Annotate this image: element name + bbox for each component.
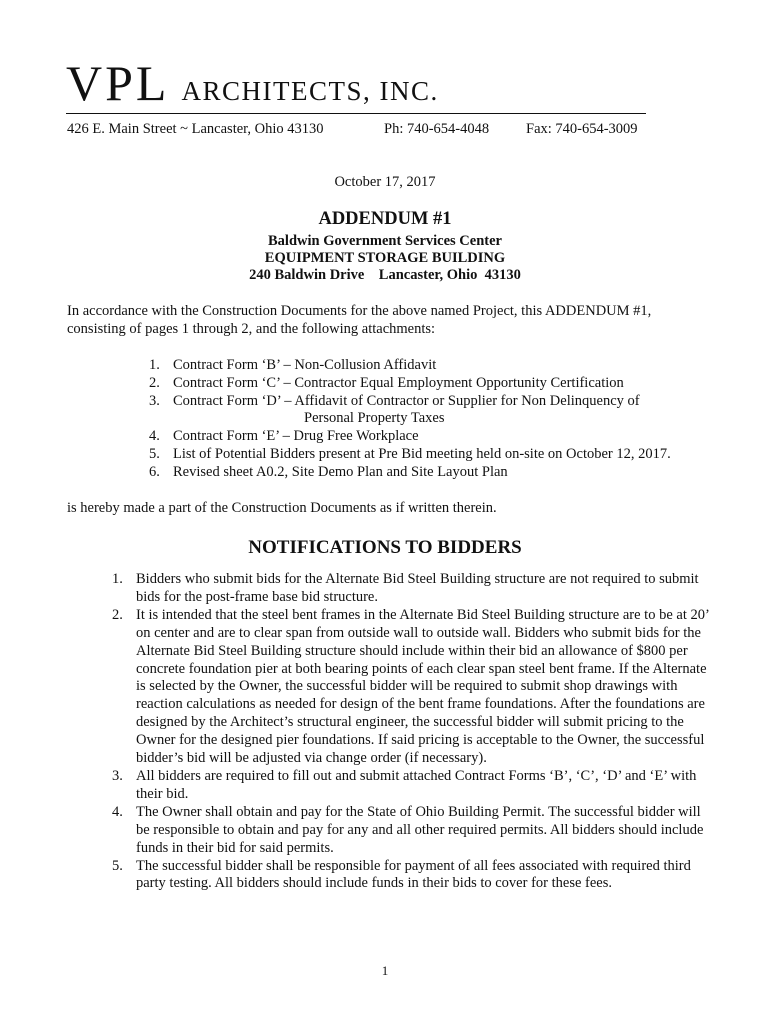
project-address: 240 Baldwin Drive Lancaster, Ohio 43130 <box>249 267 521 283</box>
logo-vpl-text: VPL <box>66 55 170 111</box>
closing-paragraph: is hereby made a part of the Construction Documents as if written therein. <box>67 500 497 516</box>
list-item-text: Contract Form ‘C’ – Contractor Equal Employment Opportunity Certification <box>173 374 624 391</box>
list-item <box>107 571 709 607</box>
list-number: 3. <box>112 767 123 784</box>
list-item <box>144 375 714 393</box>
list-number: 3. <box>149 392 160 409</box>
project-name: Baldwin Government Services Center <box>268 233 502 249</box>
list-item-text: Contract Form ‘B’ – Non-Collusion Affidavit <box>173 357 437 373</box>
list-number: 5. <box>112 857 123 874</box>
intro-paragraph: In accordance with the Construction Documents for the above named Project, this ADDENDUM #1, consisting of pages 1 through 2, and the following attachments: <box>67 303 652 337</box>
list-number: 2. <box>112 606 123 623</box>
list-item <box>107 804 709 858</box>
list-item-text: The successful bidder shall be responsible for payment of all fees associated with required third party testing. All bidders should include funds in their bids to cover for these fees. <box>136 857 691 892</box>
list-item <box>144 393 714 429</box>
list-item-text: Bidders who submit bids for the Alternate Bid Steel Building structure are not required to submit bids for the post-frame base bid structure. <box>136 571 699 605</box>
list-item <box>144 428 714 446</box>
list-item-text: Contract Form ‘E’ – Drug Free Workplace <box>173 428 419 445</box>
list-item-text: The Owner shall obtain and pay for the State of Ohio Building Permit. The successful bidder will be responsible to obtain and pay for any and all other required permits. All bidders should include funds in their bid for said permits. <box>136 803 704 856</box>
list-item-text: List of Potential Bidders present at Pre Bid meeting held on-site on October 12, 2017. <box>173 445 671 462</box>
list-number: 6. <box>149 463 160 480</box>
logo-architects-text: ARCHITECTS, INC. <box>181 76 439 106</box>
list-number: 1. <box>112 571 123 587</box>
document-date: October 17, 2017 <box>334 174 436 190</box>
section-heading: NOTIFICATIONS TO BIDDERS <box>248 537 522 558</box>
list-item <box>144 357 714 375</box>
company-fax: Fax: 740-654-3009 <box>526 121 638 137</box>
page-number: 1 <box>381 963 389 978</box>
list-item-continuation: Personal Property Taxes <box>304 410 445 427</box>
letterhead-rule <box>66 113 646 114</box>
company-phone: Ph: 740-654-4048 <box>384 121 490 137</box>
list-number: 1. <box>149 357 160 373</box>
notifications-list <box>107 571 709 893</box>
list-item <box>144 446 714 464</box>
list-item-text: It is intended that the steel bent frames in the Alternate Bid Steel Building structure are to be at 20’ on center and are to clear span from outside wall to outside wall. Bidders who submit bids for the Alternate Bid Steel Building structure should include within their bid an allowance of $800 per concrete foundation pier at both bearing points of each clear span steel bent frame. If the Alternate is selected by the Owner, the successful bidder will be required to submit shop drawings with reaction calculations as needed for design of the bent frame foundations. After the foundations are designed by the Architect’s structural engineer, the successful bidder will submit pricing to the Owner for the designed pier foundations. If said pricing is acceptable to the Owner, the successful bidder’s bid will be adjusted via change order (if necessary). <box>136 606 709 767</box>
list-number: 5. <box>149 445 160 462</box>
list-item <box>107 768 709 804</box>
company-address: 426 E. Main Street ~ Lancaster, Ohio 43130 <box>67 121 324 137</box>
list-item <box>107 858 709 894</box>
list-number: 4. <box>149 428 160 445</box>
list-number: 2. <box>149 374 160 391</box>
attachments-list <box>144 357 714 482</box>
list-item <box>107 607 709 768</box>
list-item-text: Revised sheet A0.2, Site Demo Plan and Site Layout Plan <box>173 463 508 480</box>
list-item-text: All bidders are required to fill out and submit attached Contract Forms ‘B’, ‘C’, ‘D’ and ‘E’ with their bid. <box>136 767 697 802</box>
document-title: ADDENDUM #1 <box>318 209 452 229</box>
list-number: 4. <box>112 803 123 820</box>
list-item <box>144 464 714 482</box>
list-item-text: Contract Form ‘D’ – Affidavit of Contractor or Supplier for Non Delinquency of <box>173 392 640 409</box>
company-logo <box>66 55 439 111</box>
project-building: EQUIPMENT STORAGE BUILDING <box>264 250 506 266</box>
